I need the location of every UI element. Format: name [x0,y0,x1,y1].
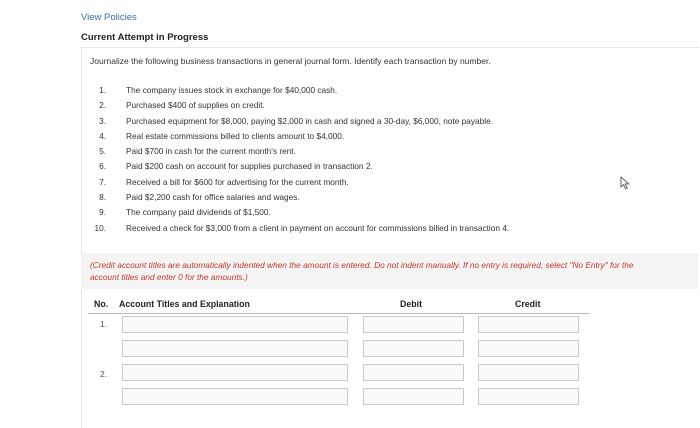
mouse-cursor-icon [620,176,632,190]
account-title-input[interactable] [122,364,348,381]
debit-input[interactable] [363,364,464,381]
entry-instructions-note: (Credit account titles are automatically indented when the amount is entered. Do not indent manually. If no entry is required, select "No Entry" for the account titles and enter 0 for the amounts.) [90,260,634,282]
credit-input[interactable] [478,340,579,357]
view-policies-link[interactable]: View Policies [81,12,137,23]
credit-input[interactable] [478,364,579,381]
debit-input[interactable] [363,388,464,405]
debit-input[interactable] [363,316,464,333]
entry-number-1: 1. [100,319,108,329]
journal-table-header [88,297,590,314]
question-instructions: Journalize the following business transactions in general journal form. Identify each transaction by number. [90,56,491,66]
column-header-credit: Credit [515,299,541,309]
column-header-debit: Debit [400,299,422,309]
account-title-input[interactable] [122,316,348,333]
debit-input[interactable] [363,340,464,357]
column-header-account: Account Titles and Explanation [119,299,250,309]
credit-input[interactable] [478,388,579,405]
credit-input[interactable] [478,316,579,333]
current-attempt-heading: Current Attempt in Progress [81,32,209,43]
account-title-input[interactable] [122,388,348,405]
account-title-input[interactable] [122,340,348,357]
column-header-no: No. [94,299,109,309]
entry-number-2: 2. [100,369,108,379]
